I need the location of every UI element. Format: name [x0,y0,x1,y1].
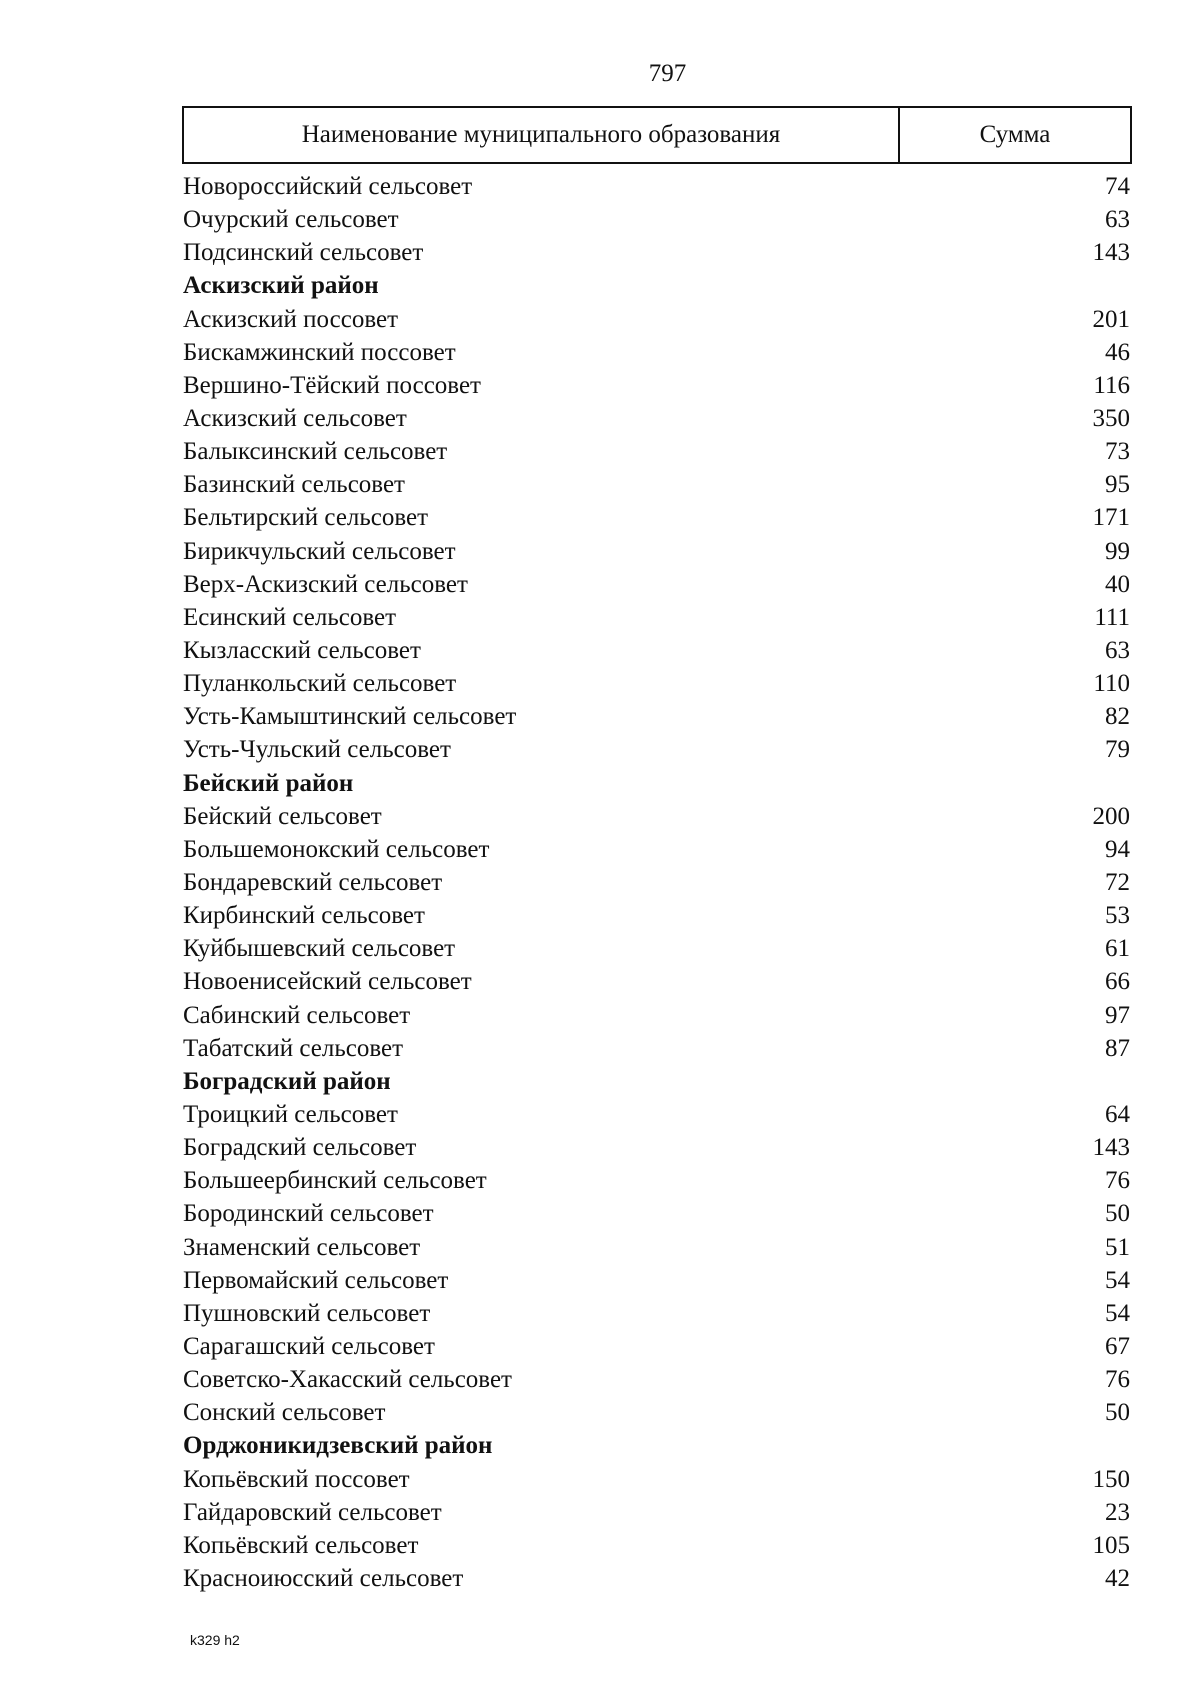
sum-value: 67 [1105,1332,1130,1360]
district-heading-row [183,767,1130,800]
table-row [183,535,1130,568]
municipality-name: Усть-Камыштинский сельсовет [183,703,517,731]
table-row [183,1562,1130,1595]
sum-value: 40 [1105,570,1130,598]
municipality-name: Табатский сельсовет [183,1034,404,1062]
page-number: 797 [648,60,687,87]
municipality-name: Первомайский сельсовет [183,1266,449,1294]
sum-value: 105 [1092,1531,1130,1559]
municipality-name: Подсинский сельсовет [183,239,424,267]
table-row [183,1363,1130,1396]
sum-value: 110 [1093,670,1130,698]
table-row [183,866,1130,899]
table-row [183,1164,1130,1197]
sum-value: 50 [1105,1399,1130,1427]
table-row [183,1297,1130,1330]
sum-value: 74 [1105,173,1130,201]
table-row [183,1197,1130,1230]
table-row [183,1131,1130,1164]
district-heading-row [183,1429,1130,1462]
table-row [183,899,1130,932]
sum-value: 63 [1105,637,1130,665]
table-body [183,170,1130,1595]
table-row [183,170,1130,203]
municipality-name: Очурский сельсовет [183,206,399,234]
municipality-name: Сабинский сельсовет [183,1001,411,1029]
sum-value: 111 [1094,603,1130,631]
municipality-name: Усть-Чульский сельсовет [183,736,451,764]
sum-value: 51 [1105,1233,1130,1261]
sum-value: 73 [1105,438,1130,466]
municipality-name: Верх-Аскизский сельсовет [183,570,468,598]
table-row [183,999,1130,1032]
district-name: Аскизский район [183,272,379,300]
table-row [183,568,1130,601]
municipality-name: Знаменский сельсовет [183,1233,421,1261]
district-name: Орджоникидзевский район [183,1432,493,1460]
table-row [183,336,1130,369]
municipality-name: Пуланкольский сельсовет [183,670,457,698]
municipality-name: Куйбышевский сельсовет [183,935,456,963]
table-row [183,700,1130,733]
sum-value: 99 [1105,537,1130,565]
sum-value: 116 [1093,371,1130,399]
municipality-name: Большеербинский сельсовет [183,1167,487,1195]
table-row [183,733,1130,766]
municipality-name: Новоенисейский сельсовет [183,968,472,996]
table-row [183,965,1130,998]
district-name: Бейский район [183,769,354,797]
municipality-name: Аскизский поссовет [183,305,399,333]
table-row [183,236,1130,269]
sum-value: 61 [1105,935,1130,963]
sum-value: 76 [1105,1167,1130,1195]
table-row [183,1496,1130,1529]
sum-value: 79 [1105,736,1130,764]
sum-value: 143 [1092,239,1130,267]
sum-value: 76 [1105,1366,1130,1394]
sum-value: 72 [1105,869,1130,897]
sum-value: 82 [1105,703,1130,731]
sum-value: 54 [1105,1299,1130,1327]
sum-value: 66 [1105,968,1130,996]
table-header [182,106,1132,164]
footer-code: k329 h2 [190,1632,240,1648]
municipality-name: Советско-Хакасский сельсовет [183,1366,512,1394]
table-row [183,833,1130,866]
district-heading-row [183,1065,1130,1098]
sum-value: 94 [1105,835,1130,863]
table-row [183,601,1130,634]
sum-value: 150 [1092,1465,1130,1493]
sum-value: 201 [1092,305,1130,333]
table-row [183,1396,1130,1429]
sum-value: 87 [1105,1034,1130,1062]
municipality-name: Кирбинский сельсовет [183,902,425,930]
sum-value: 171 [1092,504,1130,532]
sum-value: 350 [1092,405,1130,433]
table-row [183,402,1130,435]
municipality-name: Пушновский сельсовет [183,1299,431,1327]
table-row [183,667,1130,700]
table-row [183,1098,1130,1131]
table-row [183,1462,1130,1495]
municipality-name: Боградский сельсовет [183,1134,417,1162]
table-row [183,1032,1130,1065]
municipality-name: Копьёвский сельсовет [183,1531,419,1559]
sum-value: 23 [1105,1498,1130,1526]
municipality-name: Сарагашский сельсовет [183,1332,435,1360]
table-row [183,369,1130,402]
table-row [183,1264,1130,1297]
table-row [183,468,1130,501]
municipality-name: Бородинский сельсовет [183,1200,434,1228]
municipality-name: Гайдаровский сельсовет [183,1498,442,1526]
municipality-name: Балыксинский сельсовет [183,438,448,466]
table-row [183,501,1130,534]
municipality-name: Кызласский сельсовет [183,637,421,665]
municipality-name: Копьёвский поссовет [183,1465,410,1493]
district-heading-row [183,269,1130,302]
table-row [183,203,1130,236]
table-row [183,303,1130,336]
municipality-name: Новороссийский сельсовет [183,173,473,201]
municipality-name: Аскизский сельсовет [183,405,407,433]
sum-value: 42 [1105,1564,1130,1592]
municipality-name: Бейский сельсовет [183,802,382,830]
municipality-name: Красноиюсский сельсовет [183,1564,464,1592]
municipality-name: Бискамжинский поссовет [183,338,456,366]
sum-value: 54 [1105,1266,1130,1294]
table-row [183,800,1130,833]
sum-value: 46 [1105,338,1130,366]
municipality-name: Большемонокский сельсовет [183,835,490,863]
table-row [183,1330,1130,1363]
sum-value: 53 [1105,902,1130,930]
municipality-name: Вершино-Тёйский поссовет [183,371,481,399]
table-row [183,1231,1130,1264]
municipality-name: Бирикчульский сельсовет [183,537,456,565]
table-row [183,932,1130,965]
sum-value: 63 [1105,206,1130,234]
table-row [183,634,1130,667]
sum-value: 97 [1105,1001,1130,1029]
municipality-name: Бондаревский сельсовет [183,869,443,897]
municipality-name: Есинский сельсовет [183,603,397,631]
sum-value: 200 [1092,802,1130,830]
municipality-name: Троицкий сельсовет [183,1101,398,1128]
municipality-name: Сонский сельсовет [183,1399,386,1427]
sum-value: 50 [1105,1200,1130,1228]
sum-value: 64 [1105,1101,1130,1128]
sum-value: 95 [1105,471,1130,499]
table-row [183,435,1130,468]
municipality-name: Базинский сельсовет [183,471,405,499]
column-header-name: Наименование муниципального образования [184,108,900,162]
table-row [183,1529,1130,1562]
municipality-name: Бельтирский сельсовет [183,504,429,532]
sum-value: 143 [1092,1134,1130,1162]
district-name: Боградский район [183,1067,391,1095]
column-header-sum: Сумма [979,121,1051,148]
